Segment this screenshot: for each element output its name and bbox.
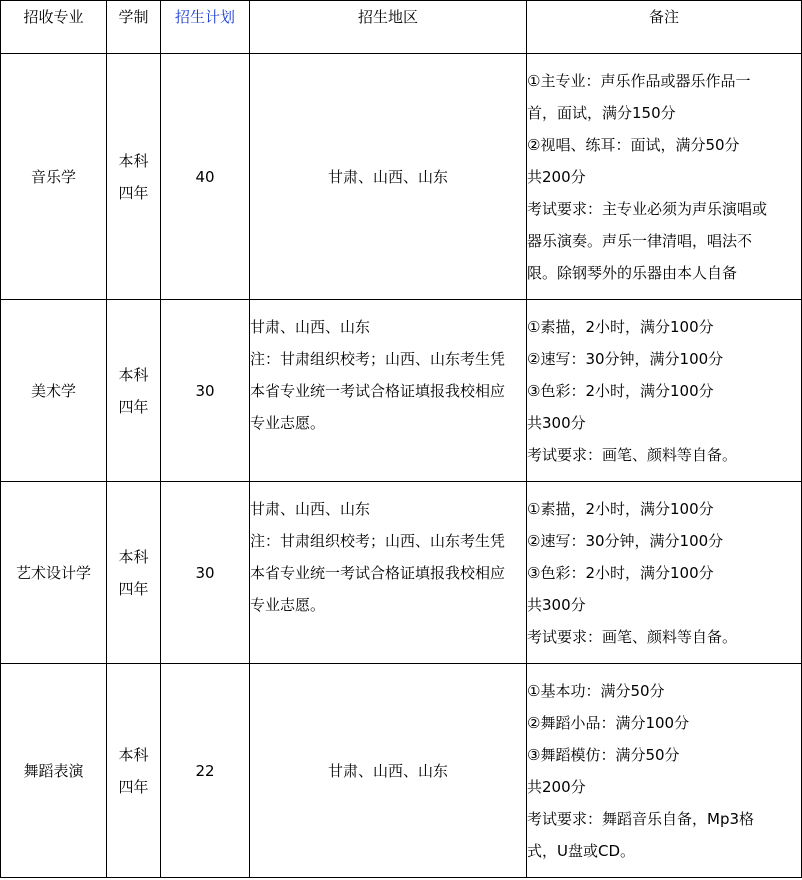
plan-cell: 22 — [161, 664, 250, 878]
table-row — [1, 54, 802, 300]
region-cell: 甘肃、山西、山东 — [250, 664, 527, 878]
plan-cell: 40 — [161, 54, 250, 300]
remarks-cell: ①主专业：声乐作品或器乐作品一 首，面试，满分150分 ②视唱、练耳：面试，满分50分 共200分 考试要求：主专业必须为声乐演唱或 器乐演奏。声乐一律清唱，唱法不 限。除钢琴外的乐器由本人自备 — [527, 54, 802, 300]
header-remarks: 备注 — [527, 1, 802, 54]
remarks-cell: ①素描，2小时，满分100分 ②速写：30分钟，满分100分 ③色彩：2小时，满分100分 共300分 考试要求：画笔、颜料等自备。 — [527, 300, 802, 482]
duration-cell: 本科 四年 — [107, 482, 161, 664]
major-cell: 美术学 — [1, 300, 107, 482]
header-major: 招收专业 — [1, 1, 107, 54]
header-region: 招生地区 — [250, 1, 527, 54]
plan-cell: 30 — [161, 300, 250, 482]
duration-cell: 本科 四年 — [107, 664, 161, 878]
table-row — [1, 300, 802, 482]
header-duration: 学制 — [107, 1, 161, 54]
table-row — [1, 664, 802, 878]
region-cell: 甘肃、山西、山东 注：甘肃组织校考；山西、山东考生凭 本省专业统一考试合格证填报我校相应 专业志愿。 — [250, 482, 527, 664]
header-row — [1, 1, 802, 54]
major-cell: 艺术设计学 — [1, 482, 107, 664]
plan-cell: 30 — [161, 482, 250, 664]
header-plan-link[interactable]: 招生计划 — [161, 1, 250, 54]
duration-cell: 本科 四年 — [107, 300, 161, 482]
remarks-cell: ①素描，2小时，满分100分 ②速写：30分钟，满分100分 ③色彩：2小时，满分100分 共300分 考试要求：画笔、颜料等自备。 — [527, 482, 802, 664]
remarks-cell: ①基本功：满分50分 ②舞蹈小品：满分100分 ③舞蹈模仿：满分50分 共200分 考试要求：舞蹈音乐自备，Mp3格 式，U盘或CD。 — [527, 664, 802, 878]
table-row — [1, 482, 802, 664]
major-cell: 音乐学 — [1, 54, 107, 300]
region-cell: 甘肃、山西、山东 — [250, 54, 527, 300]
duration-cell: 本科 四年 — [107, 54, 161, 300]
major-cell: 舞蹈表演 — [1, 664, 107, 878]
region-cell: 甘肃、山西、山东 注：甘肃组织校考；山西、山东考生凭 本省专业统一考试合格证填报我校相应 专业志愿。 — [250, 300, 527, 482]
